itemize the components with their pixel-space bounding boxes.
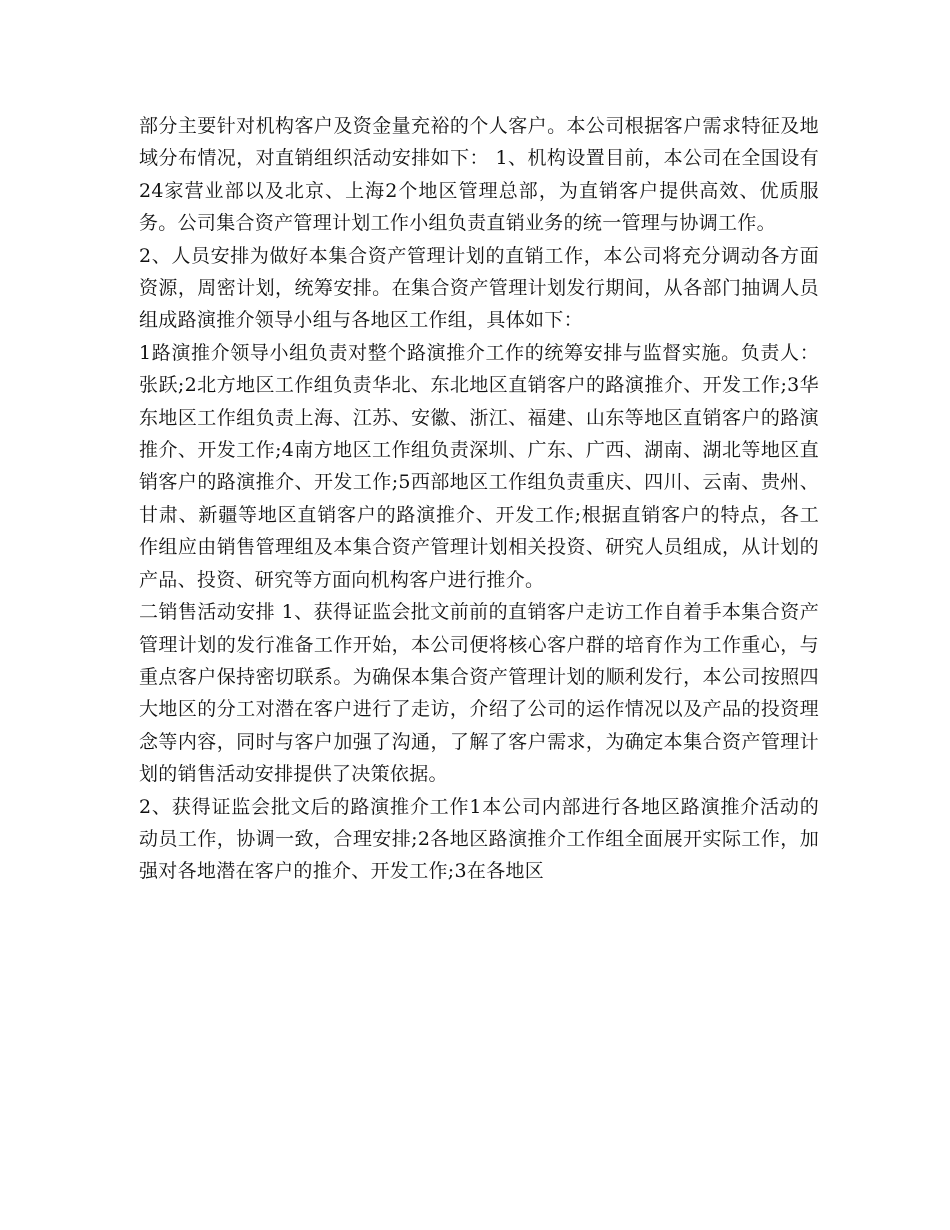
paragraph-4: 二销售活动安排 1、获得证监会批文前前的直销客户走访工作自着手本集合资产管理计划的发行准备工作开始，本公司便将核心客户群的培育作为工作重心，与重点客户保持密切联系。为确保本集合资产管理计划的顺利发行，本公司按照四大地区的分工对潜在客户进行了走访，介绍了公司的运作情况以及产品的投资理念等内容，同时与客户加强了沟通，了解了客户需求，为确定本集合资产管理计划的销售活动安排提供了决策依据。	[139, 601, 819, 786]
paragraph-2: 2、人员安排为做好本集合资产管理计划的直销工作，本公司将充分调动各方面资源，周密计划，统筹安排。在集合资产管理计划发行期间，从各部门抽调人员组成路演推介领导小组与各地区工作组，具体如下：	[139, 244, 819, 332]
paragraph-5: 2、获得证监会批文后的路演推介工作1本公司内部进行各地区路演推介活动的动员工作，协调一致，合理安排;2各地区路演推介工作组全面展开实际工作，加强对各地潜在客户的推介、开发工作;3在各地区	[139, 795, 819, 883]
document-body	[139, 110, 819, 888]
paragraph-3: 1路演推介领导小组负责对整个路演推介工作的统筹安排与监督实施。负责人：张跃;2北方地区工作组负责华北、东北地区直销客户的路演推介、开发工作;3华东地区工作组负责上海、江苏、安徽、浙江、福建、山东等地区直销客户的路演推介、开发工作;4南方地区工作组负责深圳、广东、广西、湖南、湖北等地区直销客户的路演推介、开发工作;5西部地区工作组负责重庆、四川、云南、贵州、甘肃、新疆等地区直销客户的路演推介、开发工作;根据直销客户的特点，各工作组应由销售管理组及本集合资产管理计划相关投资、研究人员组成，从计划的产品、投资、研究等方面向机构客户进行推介。	[139, 341, 819, 591]
paragraph-1: 部分主要针对机构客户及资金量充裕的个人客户。本公司根据客户需求特征及地域分布情况，对直销组织活动安排如下： 1、机构设置目前，本公司在全国设有24家营业部以及北京、上海2个地区管理总部，为直销客户提供高效、优质服务。公司集合资产管理计划工作小组负责直销业务的统一管理与协调工作。	[139, 115, 819, 235]
